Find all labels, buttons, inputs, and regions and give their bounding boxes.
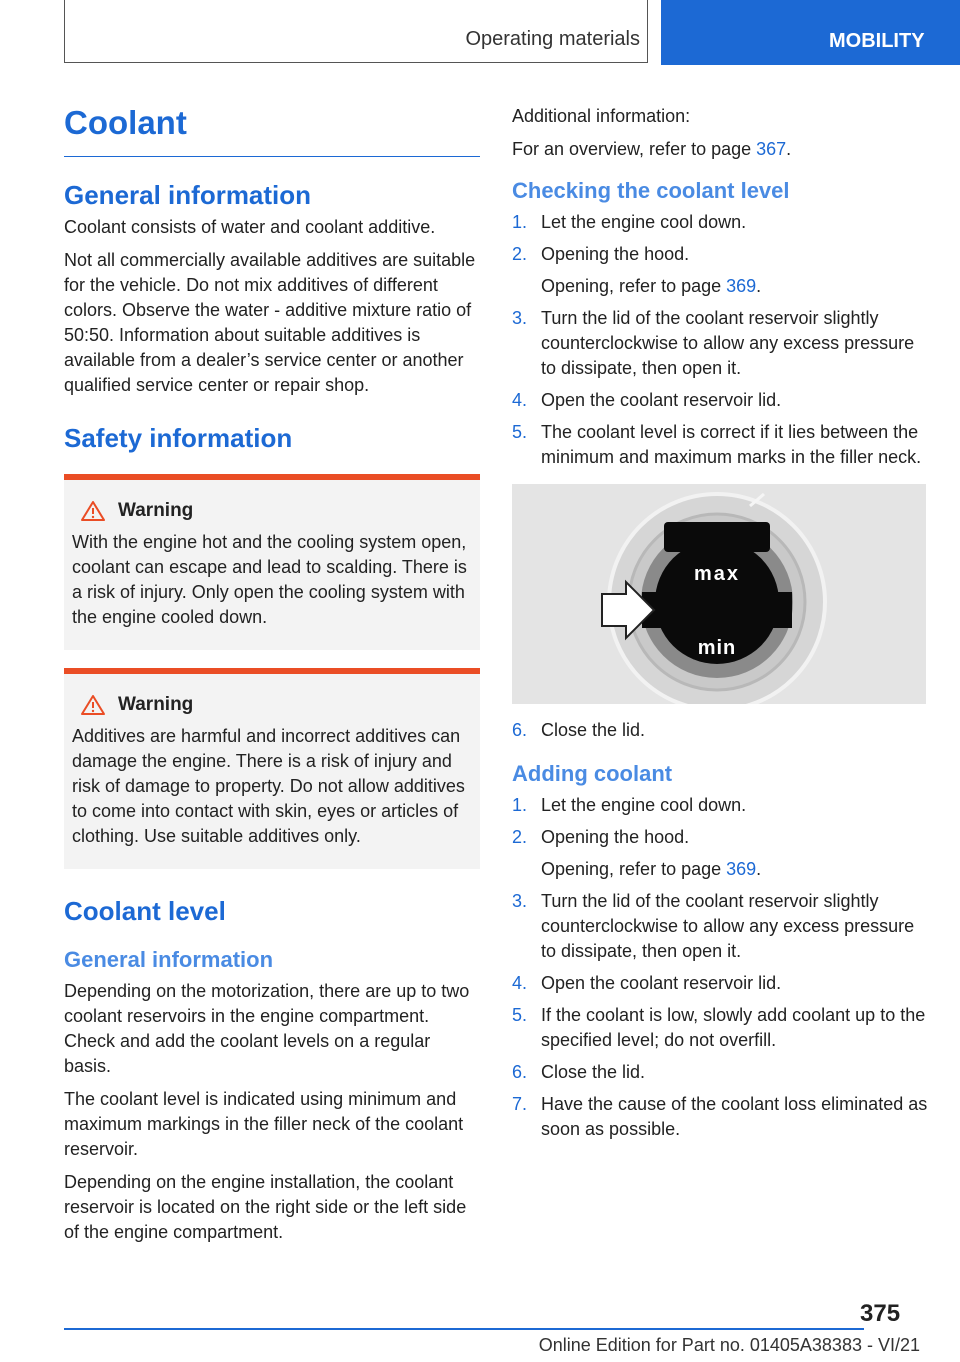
step-number: 4.	[512, 973, 528, 993]
step-text: Close the lid.	[541, 1062, 646, 1082]
list-item	[512, 971, 928, 996]
step-text: Open the coolant reservoir lid.	[541, 390, 782, 410]
step-number: 2.	[512, 827, 528, 847]
list-item	[512, 889, 928, 964]
coolant-filler-neck-figure	[512, 484, 926, 704]
step-number: 4.	[512, 390, 528, 410]
step-number: 3.	[512, 891, 528, 911]
warning-title-1	[72, 500, 472, 522]
hood-reference-text: Opening, refer to page	[541, 859, 727, 879]
header-section-title: Operating materials	[465, 28, 640, 50]
step-number: 6.	[512, 1062, 528, 1082]
coolant-level-heading: Coolant level	[64, 896, 226, 926]
general-info-p1: Coolant consists of water and coolant additive.	[64, 217, 436, 237]
step-number: 3.	[512, 308, 528, 328]
adding-coolant-heading: Adding coolant	[512, 761, 673, 786]
step-text: Close the lid.	[541, 720, 646, 740]
coolant-level-p2: The coolant level is indicated using minimum and maximum markings in the filler neck of the coolant reservoir.	[64, 1089, 464, 1159]
step-text: Turn the lid of the coolant reservoir slightly counterclockwise to allow any excess pressure to dissipate, then open it.	[541, 308, 915, 378]
min-mark-label: min	[697, 637, 737, 659]
right-column	[512, 100, 928, 1149]
list-item	[512, 306, 928, 381]
footer-divider	[64, 1328, 864, 1330]
left-column	[64, 100, 480, 1253]
safety-info-heading: Safety information	[64, 423, 293, 453]
page-number: 375	[860, 1300, 901, 1327]
coolant-level-p1: Depending on the motorization, there are up to two coolant reservoirs in the engine compartment. Check and add the coolant levels on a regular basis.	[64, 981, 470, 1076]
list-item	[512, 388, 928, 413]
edition-text: Online Edition for Part no. 01405A38383 - VI/21	[538, 1335, 920, 1355]
step-number: 6.	[512, 720, 528, 740]
page-title: Coolant	[64, 100, 480, 157]
step-text: Open the coolant reservoir lid.	[541, 973, 782, 993]
warning-text-1: With the engine hot and the cooling system open, coolant can escape and lead to scalding. There is a risk of injury. Only open the cooling system with the engine cooled down.	[72, 532, 467, 627]
hood-page-link[interactable]: 369	[726, 859, 757, 879]
step-text: Let the engine cool down.	[541, 795, 747, 815]
step-text: Let the engine cool down.	[541, 212, 747, 232]
list-item	[512, 420, 928, 470]
overview-reference: For an overview, refer to page 367.	[512, 139, 792, 159]
warning-box-1	[64, 474, 480, 650]
warning-title-text: Warning	[118, 500, 194, 521]
list-item	[512, 825, 928, 850]
list-item	[512, 1003, 928, 1053]
list-item	[512, 242, 928, 267]
step-text: Opening the hood.	[541, 244, 690, 264]
hood-page-link[interactable]: 369	[726, 276, 757, 296]
step-number: 2.	[512, 244, 528, 264]
step-number: 5.	[512, 422, 528, 442]
max-mark-label: max	[693, 563, 741, 585]
list-item	[512, 1092, 928, 1142]
overview-page-link[interactable]: 367	[756, 139, 787, 159]
list-item	[512, 210, 928, 235]
hood-reference-text: Opening, refer to page	[541, 276, 727, 296]
warning-triangle-icon	[80, 500, 106, 522]
filler-neck-illustration	[512, 484, 926, 704]
general-info-heading: General information	[64, 180, 312, 210]
warning-title-2	[72, 694, 472, 716]
hood-reference: Opening, refer to page 369.	[541, 276, 762, 296]
step-text: If the coolant is low, slowly add coolant up to the specified level; do not overfill.	[541, 1005, 926, 1050]
list-item	[512, 718, 928, 743]
step-text: Turn the lid of the coolant reservoir slightly counterclockwise to allow any excess pressure to dissipate, then open it.	[541, 891, 915, 961]
warning-title-text: Warning	[118, 694, 194, 715]
warning-box-2	[64, 668, 480, 869]
additional-info-label: Additional information:	[512, 106, 691, 126]
step-text: Have the cause of the coolant loss eliminated as soon as possible.	[541, 1094, 928, 1139]
overview-reference-text: For an overview, refer to page	[512, 139, 757, 159]
step-number: 7.	[512, 1094, 528, 1114]
hood-reference: Opening, refer to page 369.	[541, 859, 762, 879]
header-tab-mobility[interactable]	[661, 0, 960, 65]
list-item	[512, 793, 928, 818]
step-text: The coolant level is correct if it lies between the minimum and maximum marks in the filler neck.	[541, 422, 922, 467]
warning-text-2: Additives are harmful and incorrect additives can damage the engine. There is a risk of injury and risk of damage to property. Do not allow additives to come into contact with skin, eyes or articles of clothing. Use suitable additives only.	[72, 726, 465, 846]
coolant-level-general-heading: General information	[64, 947, 274, 972]
coolant-level-p3: Depending on the engine installation, the coolant reservoir is located on the right side or the left side of the engine compartment.	[64, 1172, 467, 1242]
checking-coolant-heading: Checking the coolant level	[512, 178, 790, 203]
list-item	[512, 1060, 928, 1085]
step-number: 1.	[512, 795, 528, 815]
warning-triangle-icon	[80, 694, 106, 716]
step-number: 1.	[512, 212, 528, 232]
header-tab-label: MOBILITY	[829, 30, 925, 52]
general-info-p2: Not all commercially available additives are suitable for the vehicle. Do not mix additives of different colors. Observe the water - additive mixture ratio of 50:50. Information about suitable additives is available from a dealer’s service center or another qualified service center or repair shop.	[64, 250, 476, 395]
step-text: Opening the hood.	[541, 827, 690, 847]
step-number: 5.	[512, 1005, 528, 1025]
